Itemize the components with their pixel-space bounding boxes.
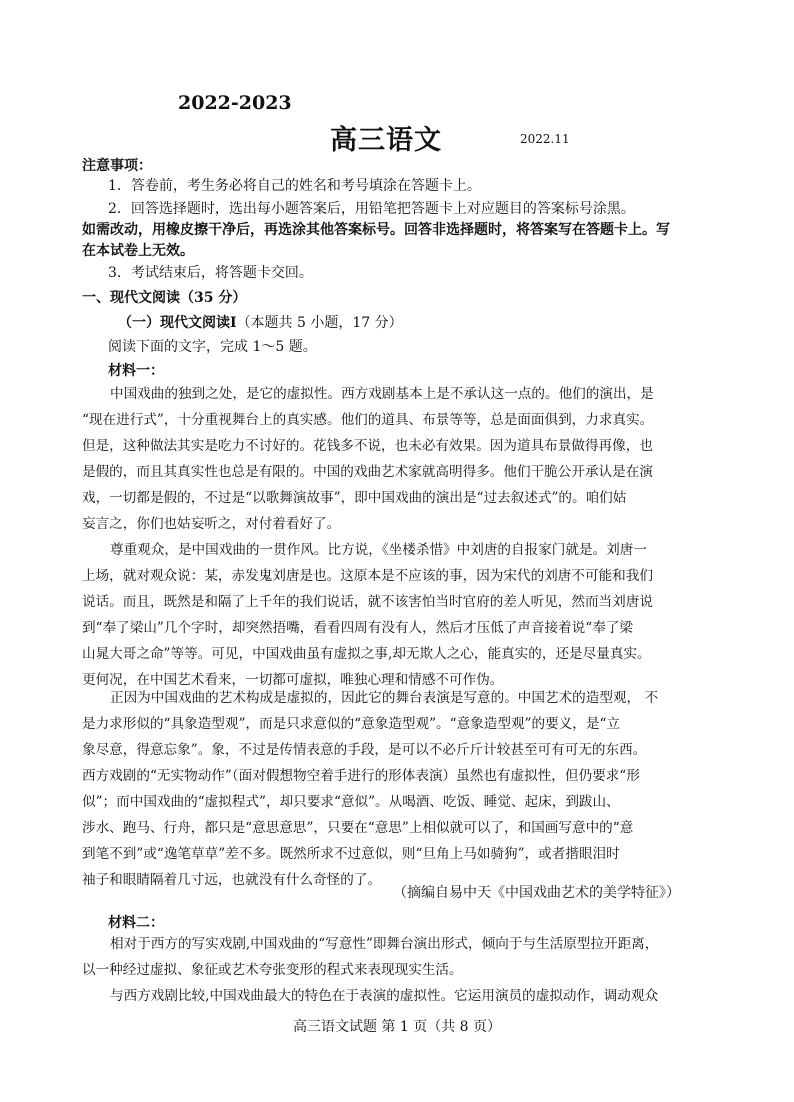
text-line: 是力求形似的“具象造型观”，而是只求意似的“意象造型观”。“意象造型观”的要义，是“立: [82, 716, 621, 732]
text-line: 到笔不到”或“逸笔草草”差不多。既然所求不过意似，则“旦角上马如骑狗”，或者揩眼泪时: [82, 846, 620, 862]
text-line: 以一种经过虚拟、象征或艺术夸张变形的程式来表现现实生活。: [82, 962, 463, 978]
notice-item-1: 1．答卷前，考生务必将自己的姓名和考号填涂在答题卡上。: [108, 178, 481, 194]
text-line: 相对于西方的写实戏剧,中国戏曲的“写意性”即舞台演出形式，倾向于与生活原型拉开距离，: [110, 936, 659, 952]
text-line: 西方戏剧的“无实物动作”（面对假想物空着手进行的形体表演）虽然也有虚拟性，但仍要求“形: [82, 768, 640, 784]
subsection-title: （一）现代文阅读Ⅰ: [118, 315, 237, 331]
text-line: 到“奉了梁山”几个字时，却突然捂嘴，看看四周有没有人，然后才压低了声音接着说“奉了梁: [82, 620, 634, 636]
subsection-heading: [118, 312, 403, 332]
text-line: 袖子和眼睛隔着几寸远，也就没有什么奇怪的了。: [82, 872, 382, 888]
material-2-label: 材料二：: [108, 915, 164, 931]
text-line: 中国戏曲的独到之处，是它的虚拟性。西方戏剧基本上是不承认这一点的。他们的演出，是: [110, 386, 654, 402]
text-line: 尊重观众，是中国戏曲的一贯作风。比方说，《坐楼杀惜》中刘唐的自报家门就是。刘唐一: [110, 542, 647, 558]
notice-heading: 注意事项：: [82, 158, 152, 174]
text-line: 戏，一切都是假的，不过是“以歌舞演故事”，即中国戏曲的演出是“过去叙述式”的。咱们姑: [82, 490, 627, 506]
notice-item-3: 3．考试结束后，将答题卡交回。: [108, 265, 313, 281]
material-1-paragraph-1: [82, 381, 722, 537]
notice-item-2-cont: 如需改动，用橡皮擦干净后，再选涂其他答案标号。回答非选择题时，将答案写在答题卡上。写: [82, 222, 670, 238]
text-line: 妄言之，你们也姑妄听之，对付着看好了。: [82, 516, 341, 532]
material-1-paragraph-3: [82, 685, 722, 893]
page-title: 高三语文: [330, 125, 442, 156]
exam-date: 2022.11: [520, 132, 570, 146]
material-2-paragraph-2: [82, 983, 722, 1009]
text-line: 说话。而且，既然是和隔了上千年的我们说话，就不该害怕当时官府的差人听见，然而当刘唐说: [82, 594, 653, 610]
text-line: 但是，这种做法其实是吃力不讨好的。花钱多不说，也未必有效果。因为道具布景做得再像，也: [82, 438, 653, 454]
page-footer: 高三语文试题 第 1 页（共 8 页）: [292, 1019, 502, 1035]
text-line: 似”；而中国戏曲的“虚拟程式”，却只要求“意似”。从喝酒、吃饭、睡觉、起床，到跋山、: [82, 794, 620, 810]
material-2-paragraph-1: [82, 931, 722, 983]
text-line: “现在进行式”，十分重视舞台上的真实感。他们的道具、布景等等，总是面面俱到，力求真实。: [82, 412, 654, 428]
text-line: 上场，就对观众说：某，赤发鬼刘唐是也。这原本是不应该的事，因为宋代的刘唐不可能和我们: [82, 568, 653, 584]
text-line: 正因为中国戏曲的艺术构成是虚拟的，因此它的舞台表演是写意的。中国艺术的造型观， 不: [110, 690, 659, 706]
text-line: 涉水、跑马、行舟，都只是“意思意思”，只要在“意思”上相似就可以了，和国画写意中的“意: [82, 820, 634, 836]
text-line: 与西方戏剧比较,中国戏曲最大的特色在于表演的虚拟性。它运用演员的虚拟动作，调动观众: [110, 988, 659, 1004]
subsection-note: （本题共 5 小题，17 分）: [236, 315, 403, 331]
material-1-paragraph-2: [82, 537, 722, 693]
year-range: 2022-2023: [178, 92, 292, 114]
text-line: 是假的，而且其真实性也总是有限的。中国的戏曲艺术家就高明得多。他们干脆公开承认是在演: [82, 464, 653, 480]
material-1-label: 材料一：: [108, 363, 164, 379]
notice-item-2-end: 在本试卷上无效。: [82, 243, 194, 259]
text-line: 更何况，在中国艺术看来，一切都可虚拟，唯独心理和情感不可作伪。: [82, 672, 504, 688]
text-line: 象尽意，得意忘象”。象，不过是传情表意的手段，是可以不必斤斤计较甚至可有可无的东西。: [82, 742, 647, 758]
source-citation: （摘编自易中天《中国戏曲艺术的美学特征》）: [393, 885, 680, 901]
section-heading: 一、现代文阅读（35 分）: [82, 290, 247, 306]
notice-item-2: 2．回答选择题时，选出每小题答案后，用铅笔把答题卡上对应题目的答案标号涂黑。: [108, 201, 635, 217]
text-line: 山晁大哥之命”等等。可见，中国戏曲虽有虚拟之事,却无欺人之心，能真实的，还是尽量真实。: [82, 646, 651, 662]
reading-instruction: 阅读下面的文字，完成 1～5 题。: [108, 339, 317, 355]
